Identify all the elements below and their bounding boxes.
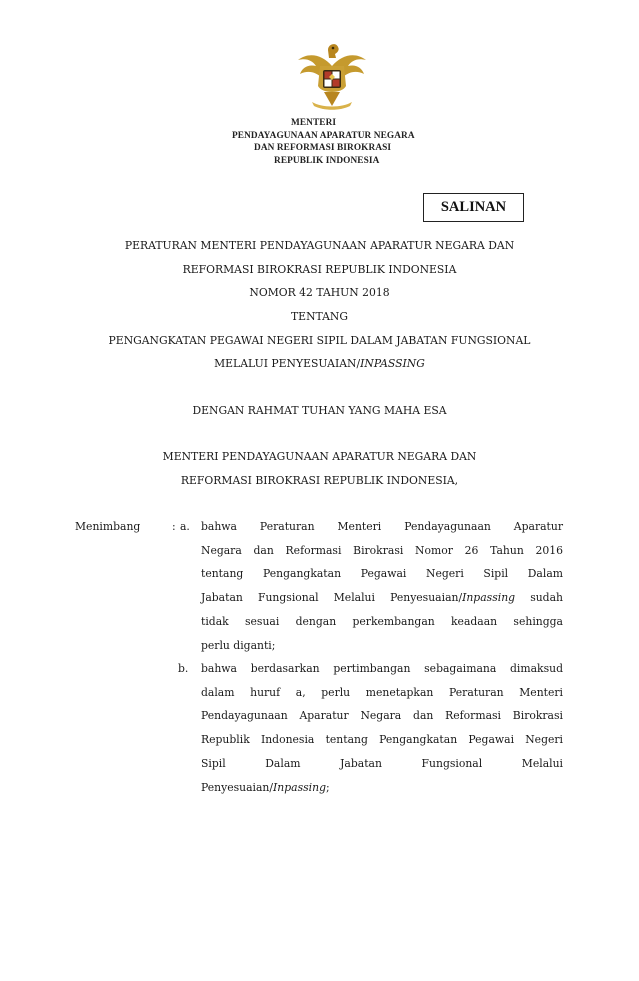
paragraph-line: bahwa Peraturan Menteri Pendayagunaan Aparatur <box>201 520 563 533</box>
line-italic: Inpassing <box>273 780 326 794</box>
paragraph-line: Republik Indonesia tentang Pengangkatan Pegawai Negeri <box>201 733 563 747</box>
considering-label: Menimbang <box>75 520 141 533</box>
line-text: ; <box>326 780 330 794</box>
paragraph-line: Pendayagunaan Aparatur Negara dan Reformasi Birokrasi <box>201 709 563 723</box>
regulation-subject-line <box>0 357 639 370</box>
paragraph-line <box>201 586 563 610</box>
paragraph-line: tentang Pengangkatan Pegawai Negeri Sipil Dalam <box>201 567 563 581</box>
line-text: sudah <box>515 591 563 605</box>
considering-colon: : <box>172 520 176 533</box>
paragraph-line: Sipil Dalam Jabatan Fungsional Melalui <box>201 756 563 770</box>
line-text: Penyesuaian/ <box>201 780 274 794</box>
line-text: Jabatan Fungsional Melalui Penyesuaian/ <box>201 591 463 605</box>
regulation-about: TENTANG <box>290 310 348 323</box>
ministry-line: PENDAYAGUNAAN APARATUR NEGARA <box>232 130 415 141</box>
preamble: DENGAN RAHMAT TUHAN YANG MAHA ESA <box>192 404 447 417</box>
issuer-line: REFORMASI BIROKRASI REPUBLIK INDONESIA, <box>180 474 459 487</box>
subject-italic: INPASSING <box>360 357 425 370</box>
considering-item-a <box>201 515 563 657</box>
considering-item-b <box>201 657 563 799</box>
garuda-emblem-icon <box>292 36 372 116</box>
regulation-number: NOMOR 42 TAHUN 2018 <box>249 286 390 299</box>
item-marker: a. <box>180 520 190 533</box>
paragraph-line: dalam huruf a, perlu menetapkan Peraturan Menteri <box>201 685 563 699</box>
ministry-line: REPUBLIK INDONESIA <box>274 155 380 166</box>
copy-stamp: SALINAN <box>423 193 524 222</box>
issuer-line: MENTERI PENDAYAGUNAAN APARATUR NEGARA DAN <box>162 450 477 463</box>
paragraph-line <box>201 776 563 800</box>
regulation-title-line: REFORMASI BIROKRASI REPUBLIK INDONESIA <box>182 263 457 276</box>
regulation-subject-line: PENGANGKATAN PEGAWAI NEGERI SIPIL DALAM JABATAN FUNGSIONAL <box>108 334 531 347</box>
paragraph-line: perlu diganti; <box>201 638 276 652</box>
paragraph-line: tidak sesuai dengan perkembangan keadaan sehingga <box>201 614 563 628</box>
ministry-line: DAN REFORMASI BIROKRASI <box>254 143 392 153</box>
regulation-title-line: PERATURAN MENTERI PENDAYAGUNAAN APARATUR NEGARA DAN <box>124 239 515 252</box>
paragraph-line: Negara dan Reformasi Birokrasi Nomor 26 Tahun 2016 <box>201 543 563 557</box>
item-marker: b. <box>178 662 189 675</box>
subject-text: MELALUI PENYESUAIAN/ <box>214 357 361 370</box>
ministry-line: MENTERI <box>291 118 337 128</box>
paragraph-line: bahwa berdasarkan pertimbangan sebagaimana dimaksud <box>201 662 563 675</box>
ministry-letterhead <box>232 117 432 167</box>
line-italic: Inpassing <box>462 591 516 605</box>
